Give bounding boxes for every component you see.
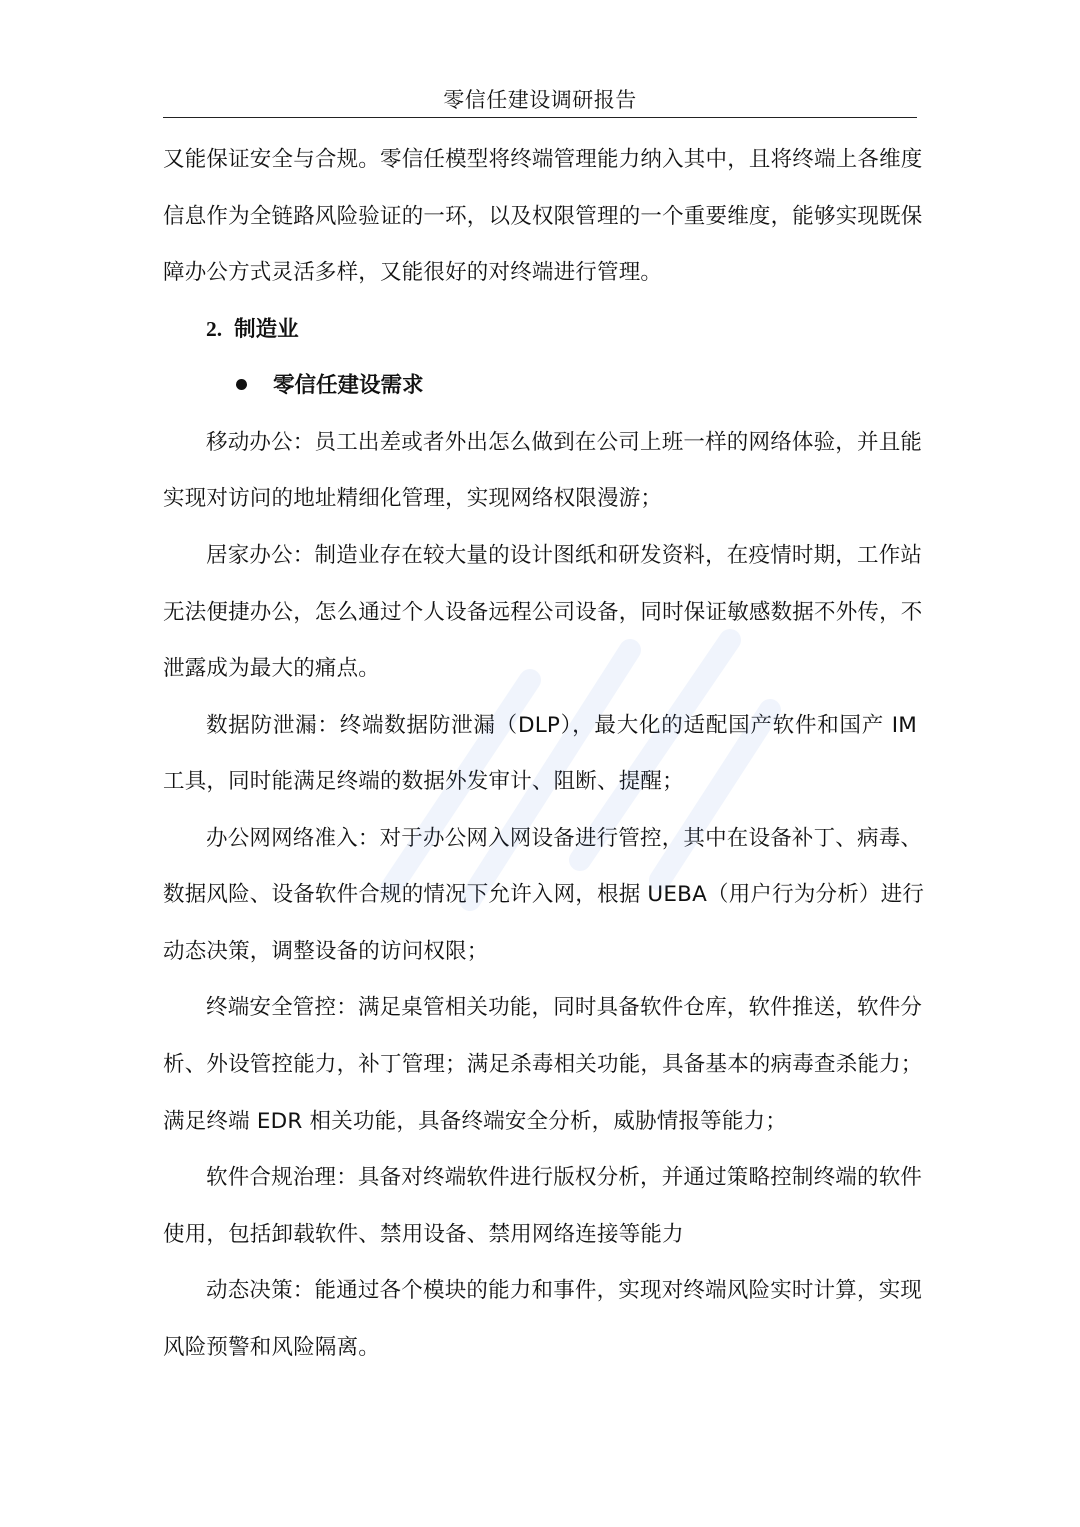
paragraph-line: 使用，包括卸载软件、禁用设备、禁用网络连接等能力 bbox=[163, 1222, 684, 1247]
paragraph-line: 数据风险、设备软件合规的情况下允许入网，根据 UEBA（用户行为分析）进行 bbox=[163, 882, 925, 907]
body-line: 信息作为全链路风险验证的一环，以及权限管理的一个重要维度，能够实现既保 bbox=[163, 204, 923, 229]
paragraph-line: 办公网网络准入：对于办公网入网设备进行管控，其中在设备补丁、病毒、 bbox=[206, 826, 923, 851]
paragraph-line: 数据防泄漏：终端数据防泄漏（DLP），最大化的适配国产软件和国产 IM bbox=[206, 713, 917, 738]
paragraph-line: 软件合规治理：具备对终端软件进行版权分析，并通过策略控制终端的软件 bbox=[206, 1165, 923, 1190]
paragraph-line: 无法便捷办公，怎么通过个人设备远程公司设备，同时保证敏感数据不外传，不 bbox=[163, 600, 923, 625]
paragraph-line: 满足终端 EDR 相关功能，具备终端安全分析，威胁情报等能力； bbox=[163, 1109, 787, 1134]
paragraph-line: 动态决策，调整设备的访问权限； bbox=[163, 939, 489, 964]
body-line: 障办公方式灵活多样，又能很好的对终端进行管理。 bbox=[163, 260, 663, 285]
section-heading bbox=[206, 313, 299, 346]
paragraph-line: 风险预警和风险隔离。 bbox=[163, 1335, 381, 1360]
paragraph-line: 泄露成为最大的痛点。 bbox=[163, 656, 381, 681]
page-header-title: 零信任建设调研报告 bbox=[443, 88, 637, 112]
paragraph-line: 居家办公：制造业存在较大量的设计图纸和研发资料，在疫情时期，工作站 bbox=[206, 543, 923, 568]
paragraph-line: 实现对访问的地址精细化管理，实现网络权限漫游； bbox=[163, 486, 663, 511]
bullet-heading bbox=[236, 370, 424, 402]
bullet-heading-text: 零信任建设需求 bbox=[273, 373, 424, 398]
section-number: 2. bbox=[206, 317, 223, 341]
header-divider bbox=[163, 117, 917, 118]
body-line: 又能保证安全与合规。零信任模型将终端管理能力纳入其中，且将终端上各维度 bbox=[163, 147, 923, 172]
paragraph-line: 移动办公：员工出差或者外出怎么做到在公司上班一样的网络体验，并且能 bbox=[206, 430, 923, 455]
paragraph-line: 析、外设管控能力，补丁管理；满足杀毒相关功能，具备基本的病毒查杀能力； bbox=[163, 1052, 923, 1077]
section-title: 制造业 bbox=[234, 317, 299, 342]
paragraph-line: 工具，同时能满足终端的数据外发审计、阻断、提醒； bbox=[163, 769, 684, 794]
bullet-icon bbox=[236, 379, 247, 390]
paragraph-line: 终端安全管控：满足桌管相关功能，同时具备软件仓库，软件推送，软件分 bbox=[206, 995, 923, 1020]
paragraph-line: 动态决策：能通过各个模块的能力和事件，实现对终端风险实时计算，实现 bbox=[206, 1278, 923, 1303]
